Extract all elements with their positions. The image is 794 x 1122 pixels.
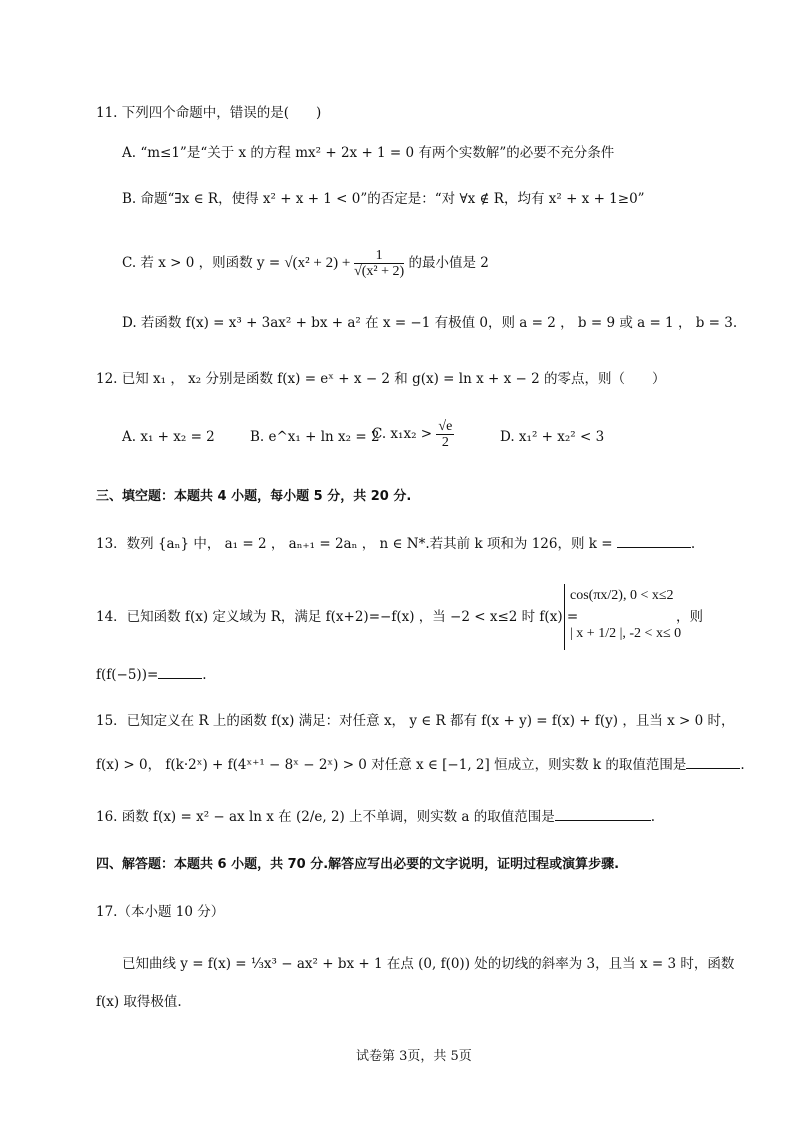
q11-stem: 11. 下列四个命题中，错误的是( ) [96,105,322,121]
q13 [96,535,695,553]
q17-header: 17.（本小题 10 分） [96,904,225,920]
q17-line2: f(x) 取得极值. [96,994,182,1010]
q11-option-c-frac-num: 1 [354,248,404,264]
section-4-header: 四、解答题：本题共 6 小题，共 70 分.解答应写出必要的文字说明，证明过程或演算步骤. [96,857,620,872]
q12-option-d: D. x₁² + x₂² < 3 [500,429,605,445]
q14-piecewise-brace [564,584,565,650]
q11-option-c-post: 的最小值是 2 [404,255,489,271]
q11-option-c-fraction [354,248,404,279]
q12-option-a: A. x₁ + x₂ = 2 [122,429,215,445]
q11-option-c-frac-den: √(x² + 2) [354,264,405,279]
q14-line2-text: f(f(−5))= [96,667,159,683]
q17-line1: 已知曲线 y = f(x) = ⅓x³ − ax² + bx + 1 在点 (0, f(0)) 处的切线的斜率为 3，且当 x = 3 时，函数 [122,956,735,972]
q16 [96,808,655,826]
q14-line2-post: . [202,667,207,683]
q13-post: . [690,536,696,552]
q12-option-c-pre: C. x₁x₂ > [372,426,433,442]
q11-option-c [122,248,489,279]
q11-option-c-mid: √(x² + 2) + [284,255,355,271]
q12-option-c-num: √e [438,419,453,434]
q14-answer-blank[interactable] [158,666,202,679]
q15-answer-blank[interactable] [686,756,740,769]
q11-option-a: A. “m≤1”是“关于 x 的方程 mx² + 2x + 1 = 0 有两个实数解”的必要不充分条件 [122,145,615,161]
section-3-header: 三、填空题：本题共 4 小题，每小题 5 分，共 20 分. [96,489,412,504]
q12-option-c-den: 2 [441,435,449,450]
q14-text: 14．已知函数 f(x) 定义域为 R，满足 f(x+2)=−f(x) ，当 −2 < x≤2 时 f(x) = [96,609,579,625]
q13-answer-blank[interactable] [617,535,691,548]
q14-piece-1: cos(πx/2), 0 < x≤2 [570,588,674,603]
q16-text: 16. 函数 f(x) = x² − ax ln x 在 (2/e, 2) 上不单调，则实数 a 的取值范围是 [96,809,555,825]
q12-option-b: B. e^x₁ + ln x₂ = 2 [250,429,380,445]
q15-line2-text: f(x) > 0， f(k·2ˣ) + f(4ˣ⁺¹ − 8ˣ − 2ˣ) > 0 对任意 x ∈ [−1, 2] 恒成立，则实数 k 的取值范围是 [96,757,687,773]
q11-option-c-pre: C. 若 x > 0 ，则函数 y = [122,255,285,271]
q13-text: 13．数列 {aₙ} 中， a₁ = 2 ， aₙ₊₁ = 2aₙ ， n ∈ N*.若其前 k 项和为 126，则 k = [96,536,613,552]
q14-line2 [96,666,207,684]
q11-option-b: B. 命题“∃x ∈ R，使得 x² + x + 1 < 0”的否定是：“对 ∀x ∉ R，均有 x² + x + 1≥0” [122,191,645,207]
q12-option-c-fraction [436,419,454,450]
page-footer: 试卷第 3页，共 5页 [356,1049,472,1064]
q14-piece-2: | x + 1/2 |, -2 < x≤ 0 [570,626,682,641]
q14-post: ，则 [676,609,703,625]
q11-option-d: D. 若函数 f(x) = x³ + 3ax² + bx + a² 在 x = −1 有极值 0，则 a = 2 ， b = 9 或 a = 1 ， b = 3. [122,315,738,331]
q15-line2-post: . [740,757,745,773]
q16-answer-blank[interactable] [555,808,651,821]
q12-stem: 12. 已知 x₁ ， x₂ 分别是函数 f(x) = eˣ + x − 2 和 g(x) = ln x + x − 2 的零点，则（ ） [96,371,666,387]
q12-option-c [372,418,454,450]
q15-line2 [96,756,745,774]
q16-post: . [650,809,656,825]
q15-line1: 15．已知定义在 R 上的函数 f(x) 满足：对任意 x， y ∈ R 都有 f(x + y) = f(x) + f(y) ，且当 x > 0 时， [96,713,735,729]
